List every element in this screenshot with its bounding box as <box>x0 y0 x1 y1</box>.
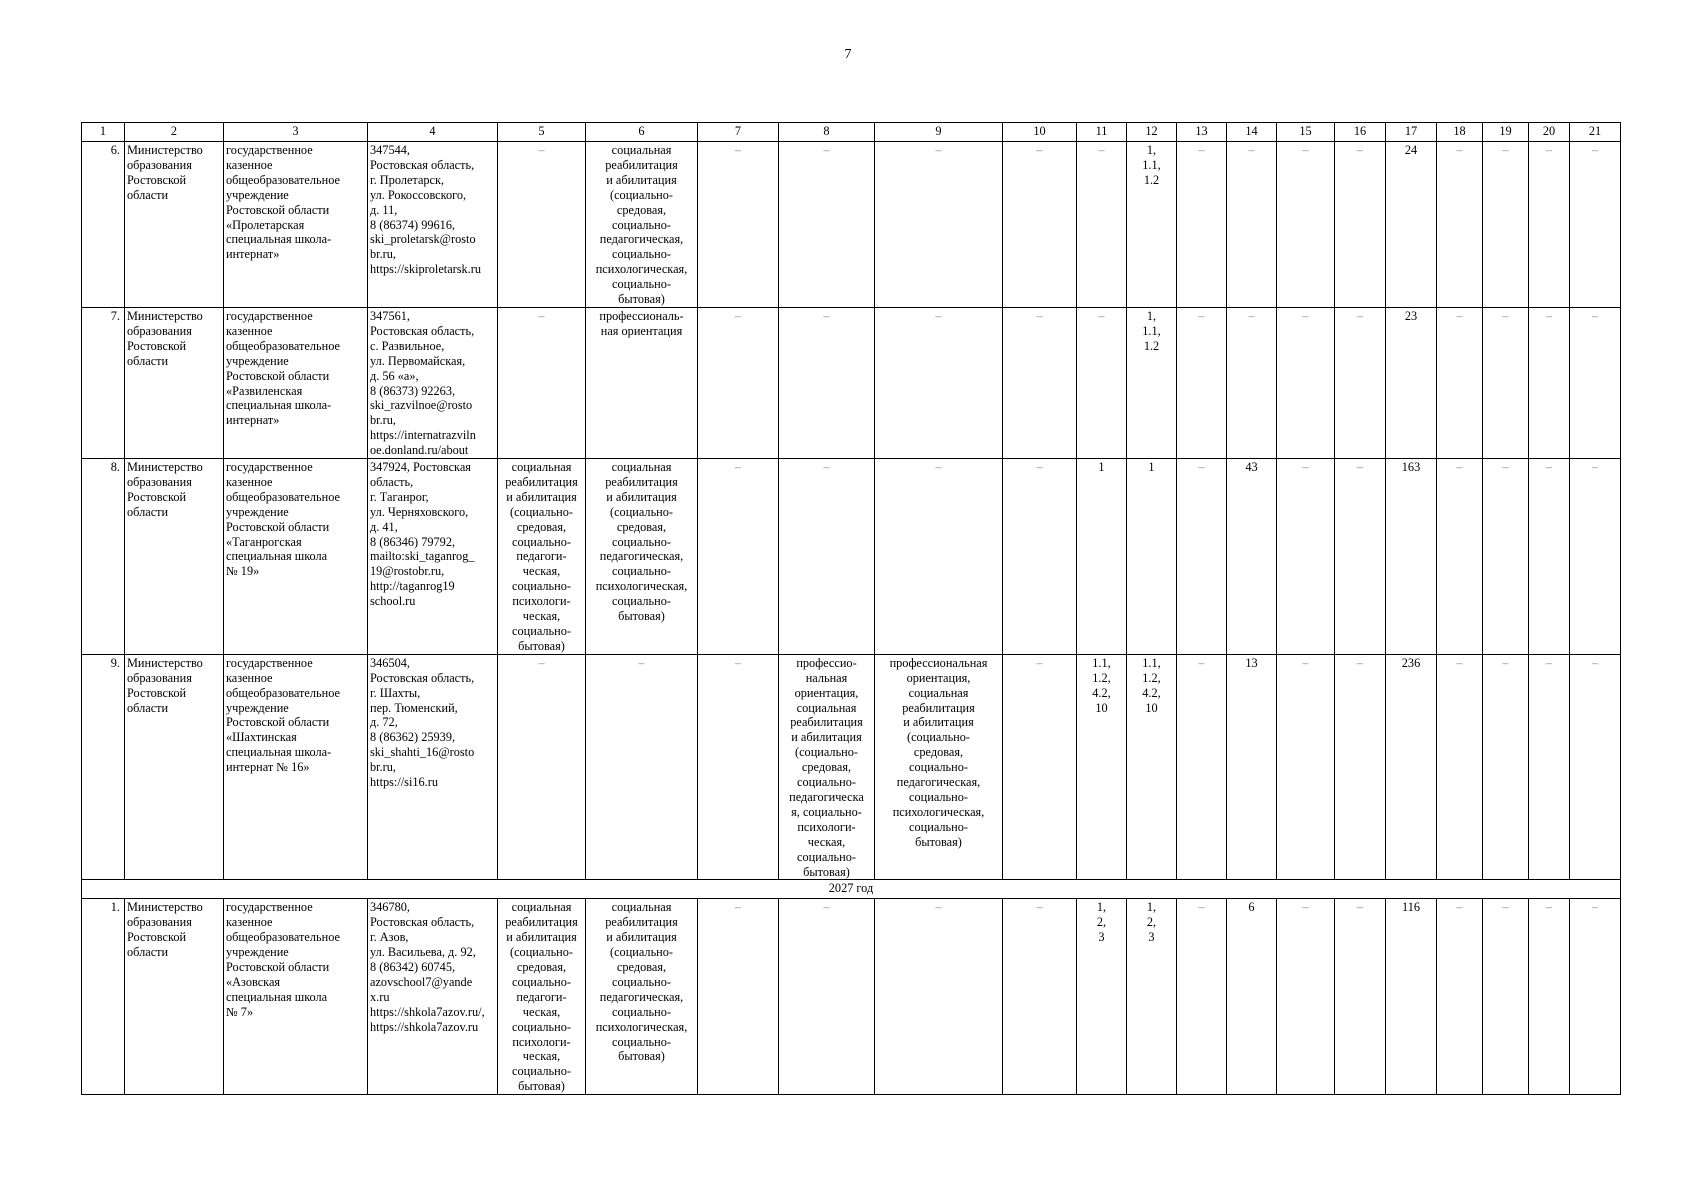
column-header-10: 10 <box>1003 123 1077 142</box>
column-header-13: 13 <box>1177 123 1227 142</box>
table-cell-address: 347544, Ростовская область, г. Пролетарск, ул. Рокоссовского, д. 11, 8 (86374) 99616, ski_proletarsk@rosto br.ru, https://skiproletarsk.ru <box>368 142 498 308</box>
column-header-17: 17 <box>1386 123 1437 142</box>
table-cell-c18: – <box>1437 142 1483 308</box>
table-cell-c11: – <box>1077 307 1127 458</box>
table-cell-c11: 1.1, 1.2, 4.2, 10 <box>1077 654 1127 880</box>
table-cell-c14: – <box>1227 142 1277 308</box>
table-cell-ministry: Министерство образования Ростовской области <box>125 459 224 655</box>
table-cell-c12: 1.1, 1.2, 4.2, 10 <box>1127 654 1177 880</box>
table-cell-c14: 13 <box>1227 654 1277 880</box>
table-cell-c21: – <box>1570 899 1621 1095</box>
column-header-18: 18 <box>1437 123 1483 142</box>
table-cell-num: 6. <box>82 142 125 308</box>
table-cell-c12: 1 <box>1127 459 1177 655</box>
table-cell-institution: государственное казенное общеобразовательное учреждение Ростовской области «Развиленская специальная школа- интернат» <box>224 307 368 458</box>
table-cell-c20: – <box>1529 459 1570 655</box>
table-cell-c20: – <box>1529 307 1570 458</box>
table-cell-num: 9. <box>82 654 125 880</box>
table-cell-num: 8. <box>82 459 125 655</box>
table-cell-c7: – <box>698 899 779 1095</box>
column-header-8: 8 <box>779 123 875 142</box>
table-cell-c21: – <box>1570 307 1621 458</box>
table-row <box>82 654 1621 880</box>
table-cell-c17: 163 <box>1386 459 1437 655</box>
table-cell-c21: – <box>1570 142 1621 308</box>
column-header-14: 14 <box>1227 123 1277 142</box>
table-row <box>82 899 1621 1095</box>
table-cell-c9: – <box>875 899 1003 1095</box>
column-header-1: 1 <box>82 123 125 142</box>
table-cell-c12: 1, 2, 3 <box>1127 899 1177 1095</box>
data-table <box>81 122 1621 1095</box>
table-cell-c13: – <box>1177 459 1227 655</box>
table-cell-c10: – <box>1003 654 1077 880</box>
table-cell-c9: – <box>875 142 1003 308</box>
table-cell-c8: – <box>779 459 875 655</box>
table-cell-c9: – <box>875 307 1003 458</box>
table-cell-c5: – <box>498 307 586 458</box>
table-cell-c15: – <box>1277 142 1335 308</box>
table-cell-c8: – <box>779 307 875 458</box>
table-cell-institution: государственное казенное общеобразовательное учреждение Ростовской области «Шахтинская специальная школа- интернат № 16» <box>224 654 368 880</box>
table-cell-c6: – <box>586 654 698 880</box>
table-cell-c20: – <box>1529 654 1570 880</box>
table-cell-c10: – <box>1003 459 1077 655</box>
table-cell-c13: – <box>1177 899 1227 1095</box>
table-cell-c12: 1, 1.1, 1.2 <box>1127 307 1177 458</box>
table-cell-c7: – <box>698 142 779 308</box>
table-cell-c17: 116 <box>1386 899 1437 1095</box>
column-header-4: 4 <box>368 123 498 142</box>
year-separator-row <box>82 880 1621 899</box>
table-cell-c14: 43 <box>1227 459 1277 655</box>
table-cell-c17: 236 <box>1386 654 1437 880</box>
table-cell-c19: – <box>1483 899 1529 1095</box>
table-cell-c15: – <box>1277 307 1335 458</box>
column-header-11: 11 <box>1077 123 1127 142</box>
column-header-20: 20 <box>1529 123 1570 142</box>
table-cell-c16: – <box>1335 459 1386 655</box>
table-cell-c6: профессиональ- ная ориентация <box>586 307 698 458</box>
table-cell-num: 7. <box>82 307 125 458</box>
table-cell-c15: – <box>1277 899 1335 1095</box>
table-cell-ministry: Министерство образования Ростовской области <box>125 654 224 880</box>
table-cell-c6: социальная реабилитация и абилитация (социально- средовая, социально- педагогическая, социально- психологическая, социально- бытовая) <box>586 142 698 308</box>
table-cell-c14: – <box>1227 307 1277 458</box>
table-cell-c17: 23 <box>1386 307 1437 458</box>
table-cell-c18: – <box>1437 307 1483 458</box>
table-cell-c7: – <box>698 459 779 655</box>
table-cell-address: 346504, Ростовская область, г. Шахты, пер. Тюменский, д. 72, 8 (86362) 25939, ski_shahti_16@rosto br.ru, https://si16.ru <box>368 654 498 880</box>
table-cell-num: 1. <box>82 899 125 1095</box>
table-row <box>82 307 1621 458</box>
table-cell-c16: – <box>1335 654 1386 880</box>
table-cell-c16: – <box>1335 307 1386 458</box>
table-cell-c21: – <box>1570 654 1621 880</box>
table-cell-c15: – <box>1277 459 1335 655</box>
table-cell-c19: – <box>1483 142 1529 308</box>
table-cell-c18: – <box>1437 459 1483 655</box>
year-label: 2027 год <box>82 880 1621 899</box>
table-cell-c21: – <box>1570 459 1621 655</box>
table-cell-address: 346780, Ростовская область, г. Азов, ул. Васильева, д. 92, 8 (86342) 60745, azovschool7@yande x.ru https://shkola7azov.ru/, https://shkola7azov.ru <box>368 899 498 1095</box>
column-header-12: 12 <box>1127 123 1177 142</box>
table-cell-c13: – <box>1177 307 1227 458</box>
column-header-6: 6 <box>586 123 698 142</box>
column-header-7: 7 <box>698 123 779 142</box>
table-cell-c14: 6 <box>1227 899 1277 1095</box>
table-cell-c5: – <box>498 142 586 308</box>
table-cell-c13: – <box>1177 142 1227 308</box>
table-cell-ministry: Министерство образования Ростовской области <box>125 899 224 1095</box>
table-row <box>82 459 1621 655</box>
table-cell-address: 347924, Ростовская область, г. Таганрог, ул. Черняховского, д. 41, 8 (86346) 79792, mailto:ski_taganrog_ 19@rostobr.ru, http://taganrog19 school.ru <box>368 459 498 655</box>
table-cell-c10: – <box>1003 899 1077 1095</box>
table-cell-institution: государственное казенное общеобразовательное учреждение Ростовской области «Таганрогская специальная школа № 19» <box>224 459 368 655</box>
table-row <box>82 142 1621 308</box>
table-cell-c7: – <box>698 307 779 458</box>
table-cell-institution: государственное казенное общеобразовательное учреждение Ростовской области «Азовская специальная школа № 7» <box>224 899 368 1095</box>
column-header-16: 16 <box>1335 123 1386 142</box>
column-header-9: 9 <box>875 123 1003 142</box>
page-number: 7 <box>844 47 852 62</box>
table-cell-c6: социальная реабилитация и абилитация (социально- средовая, социально- педагогическая, социально- психологическая, социально- бытовая) <box>586 899 698 1095</box>
table-cell-c16: – <box>1335 899 1386 1095</box>
header-row <box>82 123 1621 142</box>
table-cell-c15: – <box>1277 654 1335 880</box>
table-cell-c19: – <box>1483 459 1529 655</box>
table-cell-c18: – <box>1437 654 1483 880</box>
table-cell-c9: профессиональная ориентация, социальная реабилитация и абилитация (социально- средовая, социально- педагогическая, социально- психологическая, социально- бытовая) <box>875 654 1003 880</box>
table-cell-c19: – <box>1483 307 1529 458</box>
table-cell-c5: социальная реабилитация и абилитация (социально- средовая, социально- педагоги- ческая, социально- психологи- ческая, социально- бытовая) <box>498 899 586 1095</box>
table-cell-c20: – <box>1529 142 1570 308</box>
table-cell-c5: – <box>498 654 586 880</box>
table-cell-address: 347561, Ростовская область, с. Развильное, ул. Первомайская, д. 56 «а», 8 (86373) 92263, ski_razvilnoe@rosto br.ru, https://internatrazviln oe.donland.ru/about <box>368 307 498 458</box>
column-header-21: 21 <box>1570 123 1621 142</box>
table-cell-c19: – <box>1483 654 1529 880</box>
table-cell-institution: государственное казенное общеобразовательное учреждение Ростовской области «Пролетарская специальная школа- интернат» <box>224 142 368 308</box>
table-cell-c6: социальная реабилитация и абилитация (социально- средовая, социально- педагогическая, социально- психологическая, социально- бытовая) <box>586 459 698 655</box>
table-cell-c11: – <box>1077 142 1127 308</box>
table-cell-ministry: Министерство образования Ростовской области <box>125 142 224 308</box>
table-cell-c5: социальная реабилитация и абилитация (социально- средовая, социально- педагоги- ческая, социально- психологи- ческая, социально- бытовая) <box>498 459 586 655</box>
table-cell-c13: – <box>1177 654 1227 880</box>
column-header-5: 5 <box>498 123 586 142</box>
table-cell-c10: – <box>1003 142 1077 308</box>
table-cell-c12: 1, 1.1, 1.2 <box>1127 142 1177 308</box>
column-header-2: 2 <box>125 123 224 142</box>
table-cell-c10: – <box>1003 307 1077 458</box>
table-cell-c8: – <box>779 142 875 308</box>
column-header-3: 3 <box>224 123 368 142</box>
table-cell-c11: 1, 2, 3 <box>1077 899 1127 1095</box>
table-cell-c8: – <box>779 899 875 1095</box>
table-cell-c17: 24 <box>1386 142 1437 308</box>
table-cell-c7: – <box>698 654 779 880</box>
table-cell-c18: – <box>1437 899 1483 1095</box>
table-cell-c11: 1 <box>1077 459 1127 655</box>
column-header-19: 19 <box>1483 123 1529 142</box>
table-cell-c8: профессио- нальная ориентация, социальная реабилитация и абилитация (социально- средовая, социально- педагогическа я, социально- психологи- ческая, социально- бытовая) <box>779 654 875 880</box>
table-cell-ministry: Министерство образования Ростовской области <box>125 307 224 458</box>
column-header-15: 15 <box>1277 123 1335 142</box>
table-cell-c20: – <box>1529 899 1570 1095</box>
table-cell-c9: – <box>875 459 1003 655</box>
table-cell-c16: – <box>1335 142 1386 308</box>
